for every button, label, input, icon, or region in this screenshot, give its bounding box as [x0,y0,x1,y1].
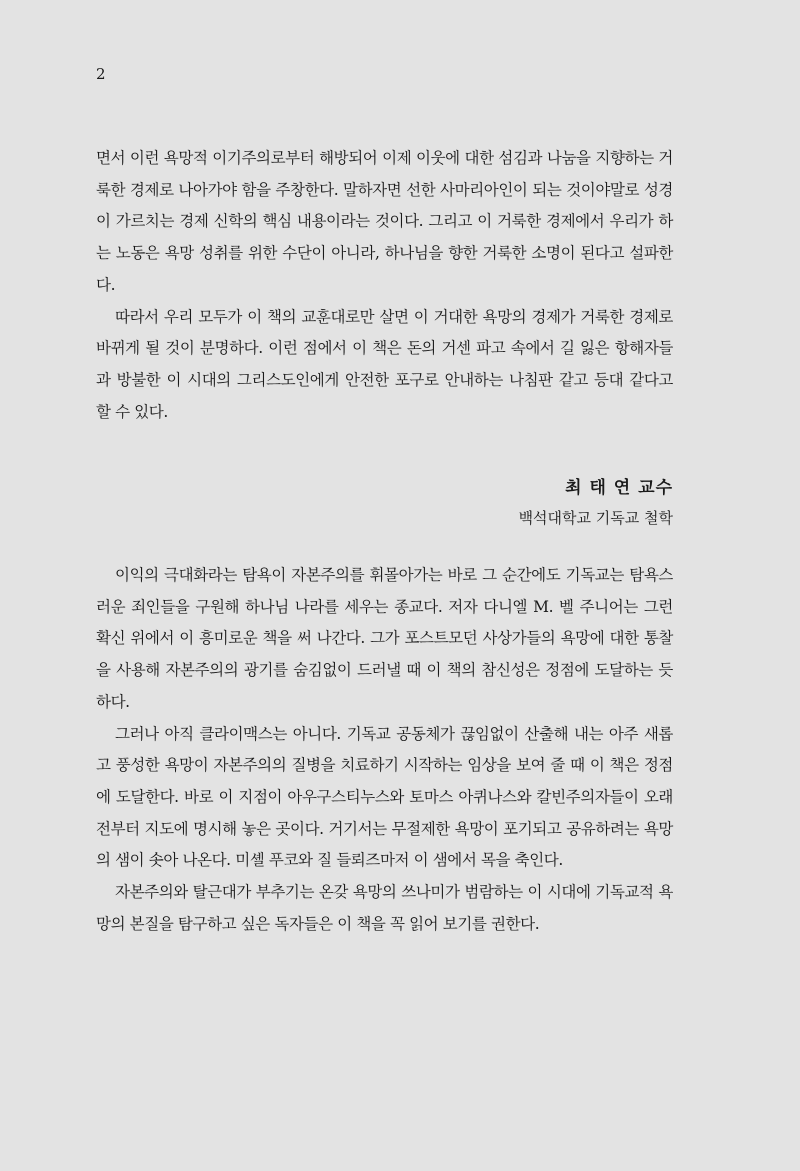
author-affiliation: 백석대학교 기독교 철학 [518,509,673,527]
paragraph: 따라서 우리 모두가 이 책의 교훈대로만 살면 이 거대한 욕망의 경제가 거룩한 경제로 바뀌게 될 것이 분명하다. 이런 점에서 이 책은 돈의 거센 파고 속에서 길 잃은 항해자들과 방불한 이 시대의 그리스도인에게 안전한 포구로 안내하는 나침판 같고 등대 같다고 할 수 있다. [96,307,673,421]
paragraph: 이익의 극대화라는 탐욕이 자본주의를 휘몰아가는 바로 그 순간에도 기독교는 탐욕스러운 죄인들을 구원해 하나님 나라를 세우는 종교다. 저자 다니엘 M. 벨 주니어는 그런 확신 위에서 이 흥미로운 책을 써 나간다. 그가 포스트모던 사상가들의 욕망에 대한 통찰을 사용해 자본주의의 광기를 숨김없이 드러낼 때 이 책의 참신성은 정점에 도달하는 듯하다. [96,566,673,711]
paragraph: 그러나 아직 클라이맥스는 아니다. 기독교 공동체가 끊임없이 산출해 내는 아주 새롭고 풍성한 욕망이 자본주의의 질병을 치료하기 시작하는 임상을 보여 줄 때 이 책은 정점에 도달한다. 바로 이 지점이 아우구스티누스와 토마스 아퀴나스와 칼빈주의자들이 오래전부터 지도에 명시해 놓은 곳이다. 거기서는 무절제한 욕망이 포기되고 공유하려는 욕망의 샘이 솟아 나온다. 미셸 푸코와 질 들뢰즈마저 이 샘에서 목을 축인다. [96,724,673,870]
paragraph: 자본주의와 탈근대가 부추기는 온갖 욕망의 쓰나미가 범람하는 이 시대에 기독교적 욕망의 본질을 탐구하고 싶은 독자들은 이 책을 꼭 읽어 보기를 권한다. [96,883,673,933]
review-body-1 [96,143,673,428]
author-name: 최 태 연 교수 [565,478,673,498]
page-number: 2 [96,65,106,83]
paragraph: 면서 이런 욕망적 이기주의로부터 해방되어 이제 이웃에 대한 섬김과 나눔을 지향하는 거룩한 경제로 나아가야 함을 주창한다. 말하자면 선한 사마리아인이 되는 것이야말로 성경이 가르치는 경제 신학의 핵심 내용이라는 것이다. 그리고 이 거룩한 경제에서 우리가 하는 노동은 욕망 성취를 위한 수단이 아니라, 하나님을 향한 거룩한 소명이 된다고 설파한다. [96,149,673,294]
review-body-2 [96,560,673,940]
